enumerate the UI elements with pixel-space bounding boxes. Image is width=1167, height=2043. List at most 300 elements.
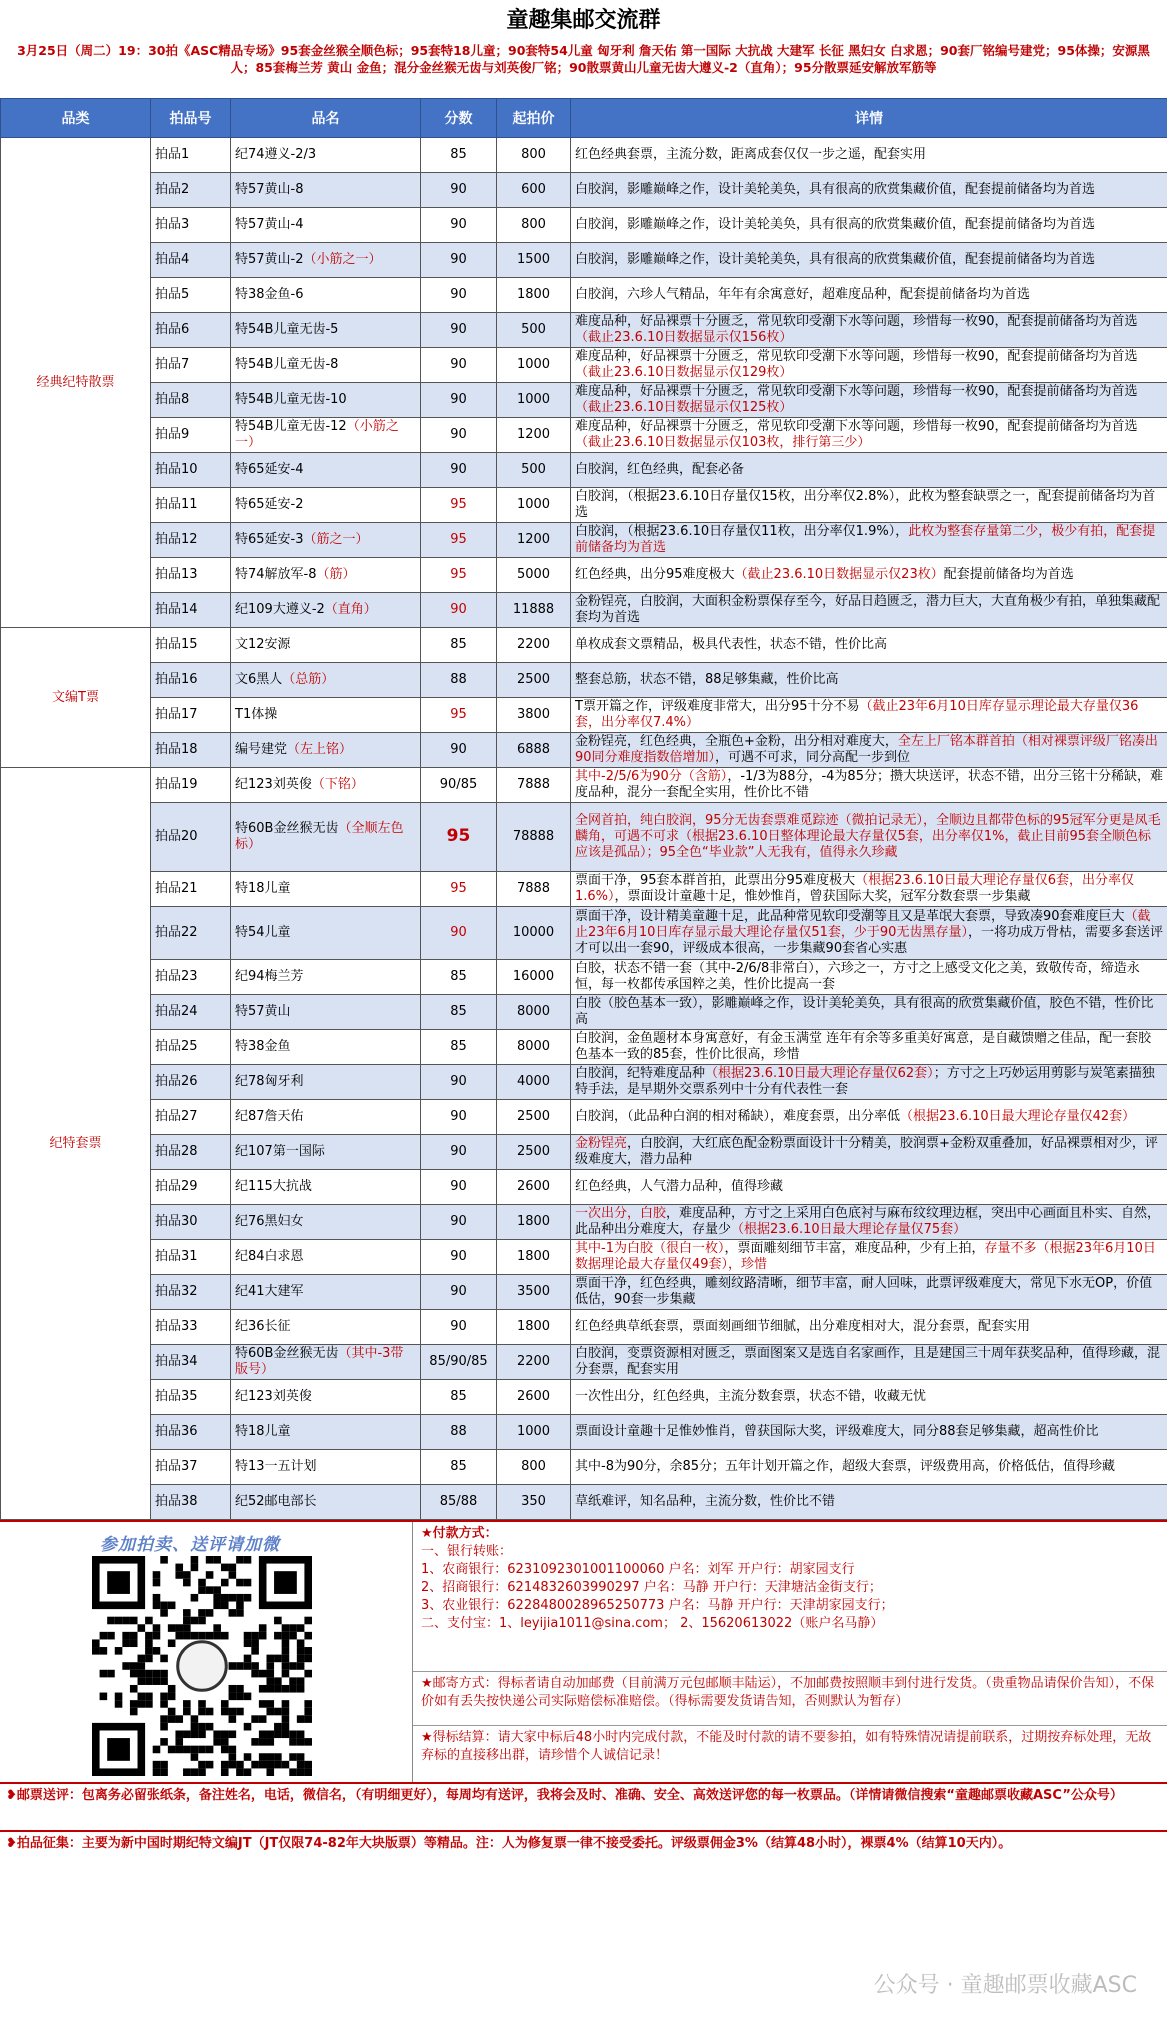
lot-name <box>231 1275 421 1310</box>
qr-module <box>145 1647 153 1655</box>
qr-module <box>168 1708 176 1716</box>
lot-name <box>231 418 421 453</box>
lot-name-text: 特38金鱼-6 <box>235 287 304 302</box>
qr-module <box>198 1700 206 1708</box>
qr-module <box>183 1746 191 1754</box>
detail-highlight: 其中-1为白胶（很白一枚） <box>575 1241 725 1256</box>
qr-module <box>244 1768 252 1776</box>
lot-name-text: 特54B儿童无齿-8 <box>235 357 339 372</box>
lot-name <box>231 960 421 995</box>
lot-name-note: （总筋） <box>282 672 335 687</box>
qr-module <box>297 1768 305 1776</box>
qr-module <box>160 1761 168 1769</box>
qr-module <box>191 1730 199 1738</box>
lot-number: 拍品16 <box>151 663 231 698</box>
header-lot: 拍品号 <box>151 99 231 138</box>
qr-module <box>183 1700 191 1708</box>
qr-module <box>168 1693 176 1701</box>
detail-highlight: （截止23.6.10日数据显示仅125枚） <box>575 400 793 415</box>
lot-detail <box>571 1030 1167 1065</box>
qr-module <box>289 1677 297 1685</box>
detail-text: ，可遇不可求，同分高配一步到位 <box>715 750 911 765</box>
qr-module <box>183 1730 191 1738</box>
qr-module <box>213 1556 221 1564</box>
table-row <box>1 1310 1167 1345</box>
qr-module <box>221 1746 229 1754</box>
qr-module <box>138 1662 146 1670</box>
start-price: 800 <box>497 138 571 173</box>
header-detail: 详情 <box>571 99 1167 138</box>
qr-module <box>244 1655 252 1663</box>
lot-name <box>231 995 421 1030</box>
lot-number: 拍品1 <box>151 138 231 173</box>
lot-name-text: 特57黄山-2 <box>235 252 304 267</box>
lot-number: 拍品12 <box>151 523 231 558</box>
qr-module <box>145 1670 153 1678</box>
start-price: 1200 <box>497 418 571 453</box>
lot-name <box>231 243 421 278</box>
qr-module <box>289 1624 297 1632</box>
lot-score <box>421 907 497 960</box>
score-value: 90 <box>450 1214 467 1229</box>
lot-detail <box>571 1205 1167 1240</box>
watermark: 公众号 · 童趣邮票收藏ASC <box>873 1973 1137 1998</box>
lot-number: 拍品10 <box>151 453 231 488</box>
detail-text: 配套提前储备均为首选 <box>943 567 1074 582</box>
qr-module <box>297 1685 305 1693</box>
qr-module <box>274 1617 282 1625</box>
qr-module <box>115 1700 123 1708</box>
detail-text: 白胶润，金鱼题材本身寓意好，有金玉满堂 连年有余等多重美好寓意，是自藏馈赠之佳品，配一套胶色基本一致的85套，性价比很高，珍惜 <box>575 1031 1152 1062</box>
table-row <box>1 803 1167 872</box>
qr-module <box>304 1670 312 1678</box>
wechat-qr-code[interactable] <box>92 1556 312 1776</box>
qr-module <box>198 1632 206 1640</box>
qr-module <box>160 1723 168 1731</box>
qr-module <box>191 1617 199 1625</box>
detail-highlight: （截止23.6.10日数据显示仅23枚） <box>734 567 944 582</box>
score-value: 95 <box>446 826 471 846</box>
lot-detail <box>571 523 1167 558</box>
detail-text: 票面干净，95套本群首拍，此票出分95难度极大 <box>575 873 856 888</box>
settlement-block: ★得标结算：请大家中标后48小时内完成付款，不能及时付款的请不要参拍，如有特殊情况请提前联系，过期按弃标处理，无故弃标的直接移出群，请珍惜个人诚信记录！ <box>421 1729 1152 1763</box>
qr-module <box>138 1677 146 1685</box>
start-price: 2500 <box>497 1100 571 1135</box>
detail-text: ，难度品种，方寸之上采用白色底衬与麻布纹纹理边框，突出中心画面且朴实、自然，此品种出分难度大，存量少 <box>575 1206 1161 1237</box>
lot-number: 拍品23 <box>151 960 231 995</box>
lot-detail <box>571 733 1167 768</box>
mailing-block: ★邮寄方式：得标者请自动加邮费（目前满万元包邮顺丰陆运），不加邮费按照顺丰到付进行发货。（贵重物品请保价告知），不保价如有丢失按快递公司实际赔偿标准赔偿。（得标需要发货请告知，否则默认为暂存） <box>413 1672 1167 1725</box>
table-row <box>1 558 1167 593</box>
start-price: 500 <box>497 453 571 488</box>
detail-text: 红色经典，出分95难度极大 <box>575 567 735 582</box>
table-row <box>1 1485 1167 1520</box>
lot-detail <box>571 995 1167 1030</box>
lot-score <box>421 1170 497 1205</box>
lot-name <box>231 208 421 243</box>
lot-number: 拍品26 <box>151 1065 231 1100</box>
table-row <box>1 995 1167 1030</box>
qr-module <box>266 1761 274 1769</box>
qr-module <box>259 1753 267 1761</box>
qr-module <box>274 1723 282 1731</box>
qr-module <box>229 1746 237 1754</box>
qr-module <box>297 1677 305 1685</box>
table-row <box>1 1030 1167 1065</box>
table-row <box>1 523 1167 558</box>
start-price: 500 <box>497 313 571 348</box>
header-name: 品名 <box>231 99 421 138</box>
lot-number: 拍品7 <box>151 348 231 383</box>
score-value: 88 <box>450 1424 467 1439</box>
qr-module <box>282 1761 290 1769</box>
lot-name <box>231 383 421 418</box>
qr-module <box>168 1639 176 1647</box>
lot-name-text: 纪78匈牙利 <box>235 1074 304 1089</box>
detail-text: 白胶润，（此品种白润的相对稀缺），难度套票，出分率低 <box>575 1109 901 1124</box>
qr-module <box>274 1761 282 1769</box>
qr-module <box>206 1746 214 1754</box>
lot-number: 拍品14 <box>151 593 231 628</box>
qr-module <box>297 1655 305 1663</box>
lot-detail <box>571 663 1167 698</box>
detail-text: 票面干净，红色经典，雕刻纹路清晰，细节丰富，耐人回味，此票评级难度大，常见下水无OP，价值低估，90套一步集藏 <box>575 1276 1153 1307</box>
lot-name <box>231 278 421 313</box>
qr-module <box>229 1761 237 1769</box>
start-price: 2200 <box>497 628 571 663</box>
qr-module <box>236 1662 244 1670</box>
qr-module <box>236 1609 244 1617</box>
lot-number: 拍品13 <box>151 558 231 593</box>
qr-module <box>168 1715 176 1723</box>
start-price: 1200 <box>497 523 571 558</box>
score-value: 88 <box>450 672 467 687</box>
qr-module <box>289 1730 297 1738</box>
qr-module <box>168 1602 176 1610</box>
start-price: 1800 <box>497 1310 571 1345</box>
qr-module <box>274 1677 282 1685</box>
table-row <box>1 348 1167 383</box>
lot-score <box>421 733 497 768</box>
qr-module <box>304 1761 312 1769</box>
qr-module <box>168 1685 176 1693</box>
qr-module <box>175 1624 183 1632</box>
qr-module <box>229 1609 237 1617</box>
qr-module <box>153 1602 161 1610</box>
detail-text: 白胶，状态不错一套（其中-2/6/8非常白），六珍之一，方寸之上感受文化之美，致敬传奇，缔造永恒，每一枚都传承国粹之美，性价比提高一套 <box>575 961 1140 992</box>
lot-name-text: 特54B儿童无齿-10 <box>235 392 347 407</box>
qr-module <box>236 1594 244 1602</box>
qr-module <box>221 1768 229 1776</box>
score-value: 90 <box>450 357 467 372</box>
qr-module <box>191 1715 199 1723</box>
score-value: 85 <box>450 1459 467 1474</box>
table-row <box>1 243 1167 278</box>
lot-name-text: 特38金鱼 <box>235 1039 291 1054</box>
lot-name-text: 纪123刘英俊 <box>235 1389 312 1404</box>
lot-table <box>0 98 1167 1520</box>
lot-name <box>231 1030 421 1065</box>
lot-name-text: 纪36长征 <box>235 1319 291 1334</box>
lot-name-note: （左上铭） <box>287 742 353 757</box>
lot-score <box>421 138 497 173</box>
lot-name <box>231 1065 421 1100</box>
qr-module <box>191 1768 199 1776</box>
lot-score <box>421 1450 497 1485</box>
lot-score <box>421 1240 497 1275</box>
qr-module <box>100 1647 108 1655</box>
qr-module <box>289 1662 297 1670</box>
qr-module <box>297 1624 305 1632</box>
qr-module <box>251 1639 259 1647</box>
qr-module <box>251 1632 259 1640</box>
score-value: 85 <box>450 1389 467 1404</box>
start-price: 1000 <box>497 488 571 523</box>
lot-name-text: 特54B儿童无齿-5 <box>235 322 339 337</box>
lot-score <box>421 872 497 907</box>
qr-module <box>266 1655 274 1663</box>
qr-module <box>122 1617 130 1625</box>
qr-module <box>168 1624 176 1632</box>
qr-panel <box>0 1522 413 1782</box>
score-value: 85 <box>450 969 467 984</box>
qr-module <box>274 1708 282 1716</box>
detail-text: 难度品种，好品裸票十分匮乏，常见软印受潮下水等问题，珍惜每一枚90，配套提前储备均为首选 <box>575 419 1138 434</box>
score-value: 85 <box>450 637 467 652</box>
qr-module <box>274 1685 282 1693</box>
qr-module <box>304 1768 312 1776</box>
qr-module <box>160 1738 168 1746</box>
start-price: 800 <box>497 208 571 243</box>
payment-title: ★付款方式： <box>421 1526 498 1541</box>
start-price: 1500 <box>497 243 571 278</box>
score-value: 90 <box>450 392 467 407</box>
detail-highlight: 其中-2/5/6为90分（含筋） <box>575 769 728 784</box>
qr-module <box>198 1708 206 1716</box>
lot-detail <box>571 278 1167 313</box>
score-value: 95 <box>450 497 467 512</box>
lot-name-text: 纪115大抗战 <box>235 1179 312 1194</box>
lot-name <box>231 803 421 872</box>
detail-text: ，-1/3为88分，-4为85分；攒大块送评，状态不错，出分三铭十分稀缺，难度品种，混分一套配全实用，性价比不错 <box>575 769 1163 800</box>
qr-module <box>160 1677 168 1685</box>
start-price: 3800 <box>497 698 571 733</box>
detail-text: 红色经典套票，主流分数，距离成套仅仅一步之遥，配套实用 <box>575 147 927 162</box>
qr-module <box>236 1761 244 1769</box>
start-price: 1800 <box>497 1205 571 1240</box>
lot-detail <box>571 768 1167 803</box>
lot-score <box>421 698 497 733</box>
lot-number: 拍品19 <box>151 768 231 803</box>
lot-name <box>231 768 421 803</box>
lot-number: 拍品29 <box>151 1170 231 1205</box>
table-row <box>1 488 1167 523</box>
qr-module <box>259 1738 267 1746</box>
detail-highlight: 此枚为整套存量第二少，极少有拍，配套提前储备均为首选 <box>575 524 1156 555</box>
lot-score <box>421 243 497 278</box>
qr-module <box>266 1670 274 1678</box>
qr-module <box>236 1685 244 1693</box>
lot-name-note: （筋之一） <box>303 532 369 547</box>
detail-text: T票开篇之作，评级难度非常大，出分95十分不易 <box>575 699 860 714</box>
qr-module <box>183 1632 191 1640</box>
lot-name <box>231 663 421 698</box>
detail-text: 白胶润，六珍人气精品，年年有余寓意好，超难度品种，配套提前储备均为首选 <box>575 287 1031 302</box>
lot-name <box>231 1135 421 1170</box>
table-row <box>1 960 1167 995</box>
lot-score <box>421 173 497 208</box>
lot-score <box>421 1345 497 1380</box>
lot-name-text: T1体操 <box>235 707 278 722</box>
score-value: 90 <box>450 1249 467 1264</box>
lot-score <box>421 803 497 872</box>
table-row <box>1 453 1167 488</box>
qr-module <box>122 1662 130 1670</box>
category-cell: 纪特套票 <box>1 768 151 1520</box>
detail-highlight: 全网首拍，纯白胶润，95分无齿套票难觅踪迹（微拍记录无），全顺边且都带色标的95冠军分更是凤毛麟角，可遇不可求（根据23.6.10日整体理论最大存量仅5套，出分率仅1%，截止目前95套全顺色标应该是孤品）；95全色“毕业款”人无我有，值得永久珍藏 <box>575 813 1161 860</box>
score-value: 90 <box>450 462 467 477</box>
qr-module <box>213 1632 221 1640</box>
table-row <box>1 138 1167 173</box>
lot-detail <box>571 243 1167 278</box>
payment-line: 3、农业银行：6228480028965250773 户名：马静 开户行：天津胡家园支行； <box>421 1598 894 1613</box>
lot-score <box>421 453 497 488</box>
qr-module <box>153 1579 161 1587</box>
qr-module <box>289 1768 297 1776</box>
qr-module <box>198 1723 206 1731</box>
start-price: 2600 <box>497 1380 571 1415</box>
qr-module <box>191 1753 199 1761</box>
lot-detail <box>571 1065 1167 1100</box>
lot-name <box>231 1205 421 1240</box>
qr-module <box>251 1647 259 1655</box>
auction-notice: 3月25日（周二）19：30拍《ASC精品专场》95套金丝猴全顺色标；95套特18儿童；90套特54儿童 匈牙利 詹天佑 第一国际 大抗战 大建军 长征 黑妇女 白求恩；90套厂铭编号建党；95体操；安源黑人；85套梅兰芳 黄山 金鱼；混分金丝猴无齿与刘英俊厂铭；90散票黄山儿童无齿大遵义-2（直角）；95分散票延安解放军筋等 <box>17 43 1150 75</box>
qr-module <box>160 1768 168 1776</box>
detail-text: 白胶润，影雕巅峰之作，设计美轮美奂，具有很高的欣赏集藏价值，配套提前储备均为首选 <box>575 252 1096 267</box>
table-row <box>1 593 1167 628</box>
qr-module <box>153 1594 161 1602</box>
qr-module <box>221 1632 229 1640</box>
qr-module <box>198 1579 206 1587</box>
qr-module <box>191 1556 199 1564</box>
table-row <box>1 278 1167 313</box>
qr-module <box>289 1753 297 1761</box>
qr-module <box>236 1708 244 1716</box>
qr-module <box>259 1632 267 1640</box>
lot-name-text: 特57黄山-8 <box>235 182 304 197</box>
start-price: 1800 <box>497 278 571 313</box>
qr-module <box>229 1571 237 1579</box>
qr-module <box>191 1723 199 1731</box>
lot-number: 拍品32 <box>151 1275 231 1310</box>
qr-module <box>221 1730 229 1738</box>
qr-module <box>266 1708 274 1716</box>
qr-module <box>107 1670 115 1678</box>
start-price: 350 <box>497 1485 571 1520</box>
qr-module <box>289 1685 297 1693</box>
lot-name-text: 纪87詹天佑 <box>235 1109 304 1124</box>
lot-detail <box>571 173 1167 208</box>
detail-text: 票面设计童趣十足惟妙惟肖，曾获国际大奖，评级难度大，同分88套足够集藏，超高性价比 <box>575 1424 1099 1439</box>
lot-score <box>421 1380 497 1415</box>
qr-heading: 参加拍卖、送评请加微 <box>100 1535 280 1555</box>
qr-module <box>297 1647 305 1655</box>
lot-name <box>231 1450 421 1485</box>
qr-module <box>229 1730 237 1738</box>
lot-score <box>421 960 497 995</box>
qr-module <box>198 1746 206 1754</box>
qr-module <box>206 1761 214 1769</box>
detail-text: ，一将功成万骨枯，需要多套送评才可以出一套90，评级成本很高，一步集藏90套省心实惠 <box>575 925 1163 956</box>
qr-module <box>221 1602 229 1610</box>
start-price: 1000 <box>497 1415 571 1450</box>
qr-module <box>213 1624 221 1632</box>
detail-text: 一次性出分，红色经典，主流分数套票，状态不错，收藏无忧 <box>575 1389 927 1404</box>
table-header-row <box>1 99 1167 138</box>
score-value: 90 <box>450 1319 467 1334</box>
lot-score <box>421 1485 497 1520</box>
qr-module <box>183 1571 191 1579</box>
qr-module <box>145 1677 153 1685</box>
lot-detail <box>571 558 1167 593</box>
table-row <box>1 768 1167 803</box>
qr-module <box>160 1670 168 1678</box>
lot-name <box>231 453 421 488</box>
qr-module <box>153 1624 161 1632</box>
lot-number: 拍品31 <box>151 1240 231 1275</box>
lot-score <box>421 488 497 523</box>
qr-module <box>266 1677 274 1685</box>
qr-module <box>138 1693 146 1701</box>
lot-name-text: 文6黑人 <box>235 672 283 687</box>
qr-module <box>198 1730 206 1738</box>
detail-text: ，票面设计童趣十足，惟妙惟肖，曾获国际大奖，冠军分数套票一步集藏 <box>614 889 1031 904</box>
lot-number: 拍品4 <box>151 243 231 278</box>
qr-module <box>153 1670 161 1678</box>
qr-module <box>183 1609 191 1617</box>
qr-module <box>266 1662 274 1670</box>
start-price: 1000 <box>497 383 571 418</box>
detail-text: 难度品种，好品裸票十分匮乏，常见软印受潮下水等问题，珍惜每一枚90，配套提前储备均为首选 <box>575 384 1138 399</box>
detail-text: 票面干净，设计精美童趣十足，此品种常见软印受潮等且又是革氓大套票，导致凑90套难度巨大 <box>575 909 1125 924</box>
start-price: 11888 <box>497 593 571 628</box>
qr-module <box>153 1761 161 1769</box>
score-value: 90 <box>450 252 467 267</box>
lot-score <box>421 313 497 348</box>
payment-line: 一、银行转账： <box>421 1544 513 1559</box>
qr-module <box>259 1624 267 1632</box>
detail-highlight: 存量不多（根据23年6月10日数据理论最大存量仅49套），珍惜 <box>575 1241 1156 1272</box>
qr-module <box>274 1730 282 1738</box>
qr-module <box>107 1738 130 1761</box>
qr-module <box>183 1624 191 1632</box>
qr-module <box>100 1670 108 1678</box>
lot-number: 拍品21 <box>151 872 231 907</box>
lot-name-text: 编号建党 <box>235 742 288 757</box>
qr-module <box>160 1556 168 1564</box>
lot-name-text: 特60B金丝猴无齿 <box>235 821 339 836</box>
qr-module <box>100 1632 108 1640</box>
qr-module <box>206 1632 214 1640</box>
qr-module <box>259 1761 267 1769</box>
qr-module <box>213 1738 221 1746</box>
lot-name-text: 特18儿童 <box>235 881 291 896</box>
lot-name-text: 特65延安-4 <box>235 462 304 477</box>
detail-highlight: （截止23年6月10日库存显示最大理论存量仅51套，少于90无齿黑存量） <box>575 909 1151 940</box>
qr-module <box>183 1708 191 1716</box>
info-section <box>0 1520 1167 1784</box>
qr-logo <box>178 1642 227 1691</box>
